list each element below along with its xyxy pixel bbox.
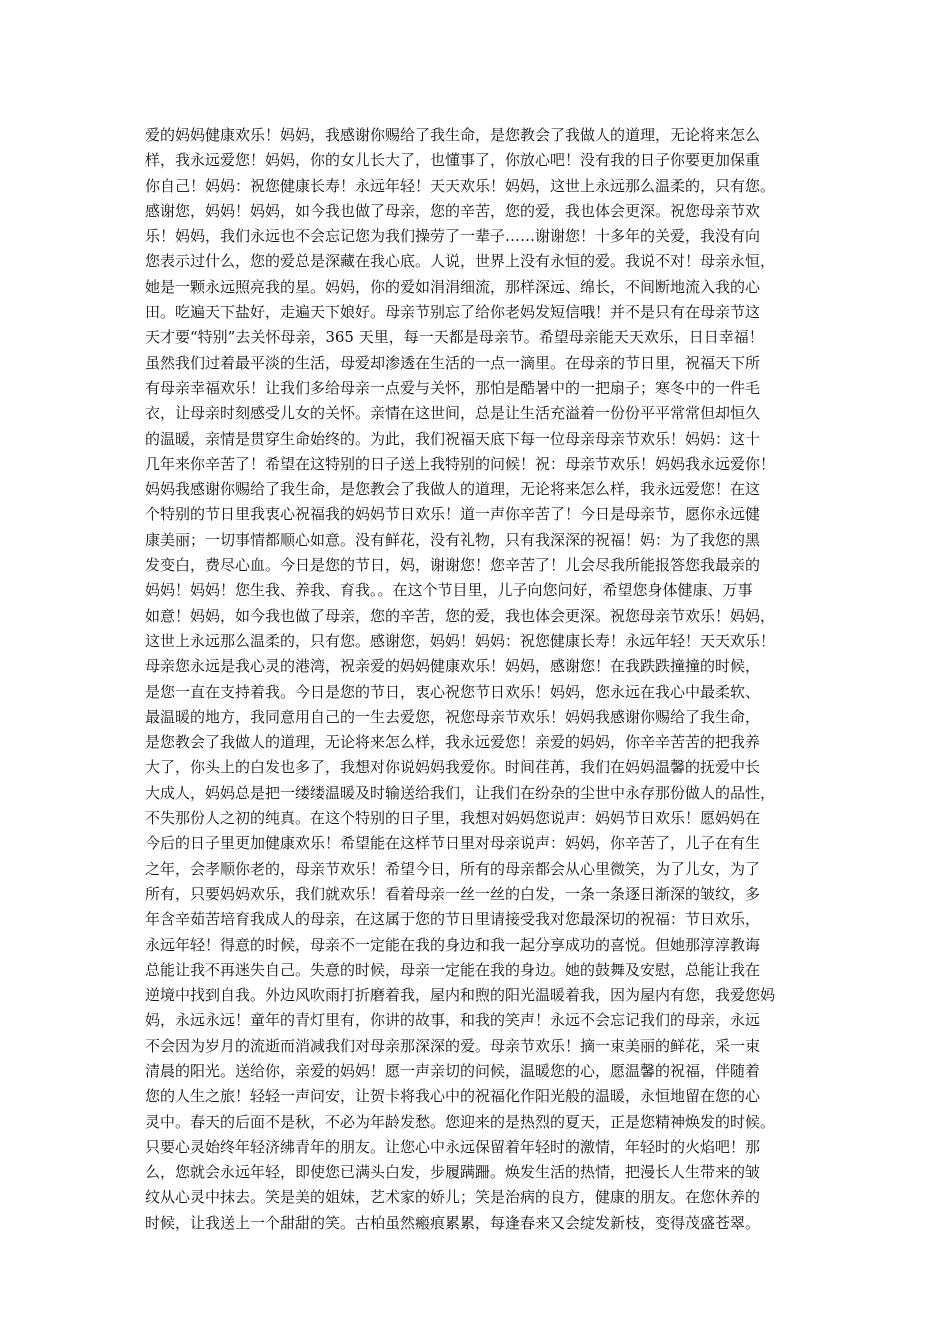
text-line: 感谢您，妈妈！妈妈，如今我也做了母亲，您的辛苦，您的爱，我也体会更深。祝您母亲节欢	[145, 201, 761, 220]
text-line: 发变白，费尽心血。今日是您的节日，妈，谢谢您！您辛苦了！儿会尽我所能报答您我最亲的	[145, 556, 761, 575]
text-line: 最温暖的地方，我同意用自己的一生去爱您，祝您母亲节欢乐！妈妈我感谢你赐给了我生命，	[145, 707, 761, 726]
text-line: 大成人，妈妈总是把一缕缕温暖及时输送给我们，让我们在纷杂的尘世中永存那份做人的品性，	[145, 783, 776, 802]
text-line: 永远年轻！得意的时候，母亲不一定能在我的身边和我一起分享成功的喜悦。但她那淳淳教诲	[145, 935, 761, 954]
text-line: 样，我永远爱您！妈妈，你的女儿长大了，也懂事了，你放心吧！没有我的日子你要更加保重	[145, 151, 761, 170]
text-line: 母亲您永远是我心灵的港湾，祝亲爱的妈妈健康欢乐！妈妈，感谢您！在我跌跌撞撞的时候，	[145, 657, 761, 676]
text-line: 您表示过什么，您的爱总是深藏在我心底。人说，世界上没有永恒的爱。我说不对！母亲永恒，	[145, 252, 776, 271]
text-line: 不会因为岁月的流逝而消减我们对母亲那深深的爱。母亲节欢乐！摘一束美丽的鲜花，采一束	[145, 1036, 761, 1055]
text-line: 如意！妈妈，如今我也做了母亲，您的辛苦，您的爱，我也体会更深。祝您母亲节欢乐！妈妈，	[145, 606, 776, 625]
text-line: 是您一直在支持着我。今日是您的节日，衷心祝您节日欢乐！妈妈，您永远在我心中最柔软、	[145, 682, 761, 701]
text-line: 天才要“特别”去关怀母亲，365 天里，每一天都是母亲节。希望母亲能天天欢乐，日日幸福！	[145, 328, 764, 347]
text-line: 这世上永远那么温柔的，只有您。感谢您，妈妈！妈妈：祝您健康长寿！永远年轻！天天欢乐！	[145, 631, 776, 650]
text-line: 爱的妈妈健康欢乐！妈妈，我感谢你赐给了我生命，是您教会了我做人的道理，无论将来怎么	[145, 126, 761, 144]
text-line: 你自己！妈妈：祝您健康长寿！永远年轻！天天欢乐！妈妈，这世上永远那么温柔的，只有您。	[145, 176, 776, 195]
text-line: 衣，让母亲时刻感受儿女的关怀。亲情在这世间，总是让生活充溢着一份份平平常常但却恒久	[145, 404, 761, 423]
body-text	[145, 123, 815, 1236]
text-line: 妈，永远永远！童年的青灯里有，你讲的故事，和我的笑声！永远不会忘记我们的母亲，永远	[145, 1011, 761, 1030]
text-line: 康美丽；一切事情都顺心如意。没有鲜花，没有礼物，只有我深深的祝福！妈：为了我您的黑	[145, 530, 761, 549]
text-line: 妈妈！妈妈！您生我、养我、育我。。在这个节目里，儿子向您问好，希望您身体健康、万事	[145, 581, 753, 600]
text-line: 灵中。春天的后面不是秋，不必为年龄发愁。您迎来的是热烈的夏天，正是您精神焕发的时候。	[145, 1112, 776, 1131]
text-line: 个特别的节日里我衷心祝福我的妈妈节日欢乐！道一声你辛苦了！今日是母亲节，愿你永远健	[145, 505, 761, 524]
text-line: 所有，只要妈妈欢乐，我们就欢乐！看着母亲一丝一丝的白发，一条一条逐日渐深的皱纹，多	[145, 884, 761, 903]
text-line: 清晨的阳光。送给你，亲爱的妈妈！愿一声亲切的问候，温暖您的心，愿温馨的祝福，伴随着	[145, 1061, 761, 1080]
text-line: 时候，让我送上一个甜甜的笑。古柏虽然瘢痕累累，每逢春来又会绽发新枝，变得茂盛苍翠。	[145, 1213, 761, 1232]
text-line: 的温暖，亲情是贯穿生命始终的。为此，我们祝福天底下每一位母亲母亲节欢乐！妈妈：这十	[145, 429, 761, 448]
text-line: 是您教会了我做人的道理，无论将来怎么样，我永远爱您！亲爱的妈妈，你辛辛苦苦的把我养	[145, 733, 761, 752]
text-line: 几年来你辛苦了！希望在这特别的日子送上我特别的问候！祝：母亲节欢乐！妈妈我永远爱你！	[145, 454, 776, 473]
text-line: 年含辛茹苦培育我成人的母亲，在这属于您的节日里请接受我对您最深切的祝福：节日欢乐，	[145, 910, 761, 929]
text-line: 大了，你头上的白发也多了，我想对你说妈妈我爱你。时间荏苒，我们在妈妈温馨的抚爱中长	[145, 758, 761, 777]
text-line: 么，您就会永远年轻，即使您已满头白发，步履蹒跚。焕发生活的热情，把漫长人生带来的皱	[145, 1163, 761, 1182]
text-line: 纹从心灵中抹去。笑是美的姐妹，艺术家的娇儿；笑是治病的良方，健康的朋友。在您休养的	[145, 1188, 761, 1207]
text-line: 虽然我们过着最平淡的生活，母爱却渗透在生活的一点一滴里。在母亲的节日里，祝福天下所	[145, 353, 761, 372]
text-line: 有母亲幸福欢乐！让我们多给母亲一点爱与关怀，那怕是酷暑中的一把扇子；寒冬中的一件毛	[145, 378, 761, 397]
text-line: 田。吃遍天下盐好，走遍天下娘好。母亲节别忘了给你老妈发短信哦！并不是只有在母亲节这	[145, 303, 761, 322]
text-line: 之年，会孝顺你老的，母亲节欢乐！希望今日，所有的母亲都会从心里微笑，为了儿女，为了	[145, 859, 761, 878]
text-line: 不失那份人之初的纯真。在这个特别的日子里，我想对妈妈您说声：妈妈节日欢乐！愿妈妈在	[145, 809, 761, 828]
text-line: 妈妈我感谢你赐给了我生命，是您教会了我做人的道理，无论将来怎么样，我永远爱您！在这	[145, 480, 761, 499]
text-line: 总能让我不再迷失自己。失意的时候，母亲一定能在我的身边。她的鼓舞及安慰，总能让我在	[145, 960, 761, 979]
text-line: 只要心灵始终年轻济绋青年的朋友。让您心中永远保留着年轻时的激情，年轻时的火焰吧！那	[145, 1137, 761, 1156]
text-line: 乐！妈妈，我们永远也不会忘记您为我们操劳了一辈子……谢谢您！十多年的关爱，我没有向	[145, 227, 761, 246]
text-line: 她是一颗永远照亮我的星。妈妈，你的爱如涓涓细流，那样深远、绵长，不间断地流入我的心	[145, 277, 761, 296]
text-line: 您的人生之旅！轻轻一声问安，让贺卡将我心中的祝福化作阳光般的温暖，永恒地留在您的心	[145, 1087, 761, 1106]
text-line: 逆境中找到自我。外边风吹雨打折磨着我，屋内和煦的阳光温暖着我，因为屋内有您，我爱您妈	[145, 986, 776, 1005]
text-line: 今后的日子里更加健康欢乐！希望能在这样节日里对母亲说声：妈妈，你辛苦了，儿子在有生	[145, 834, 761, 853]
